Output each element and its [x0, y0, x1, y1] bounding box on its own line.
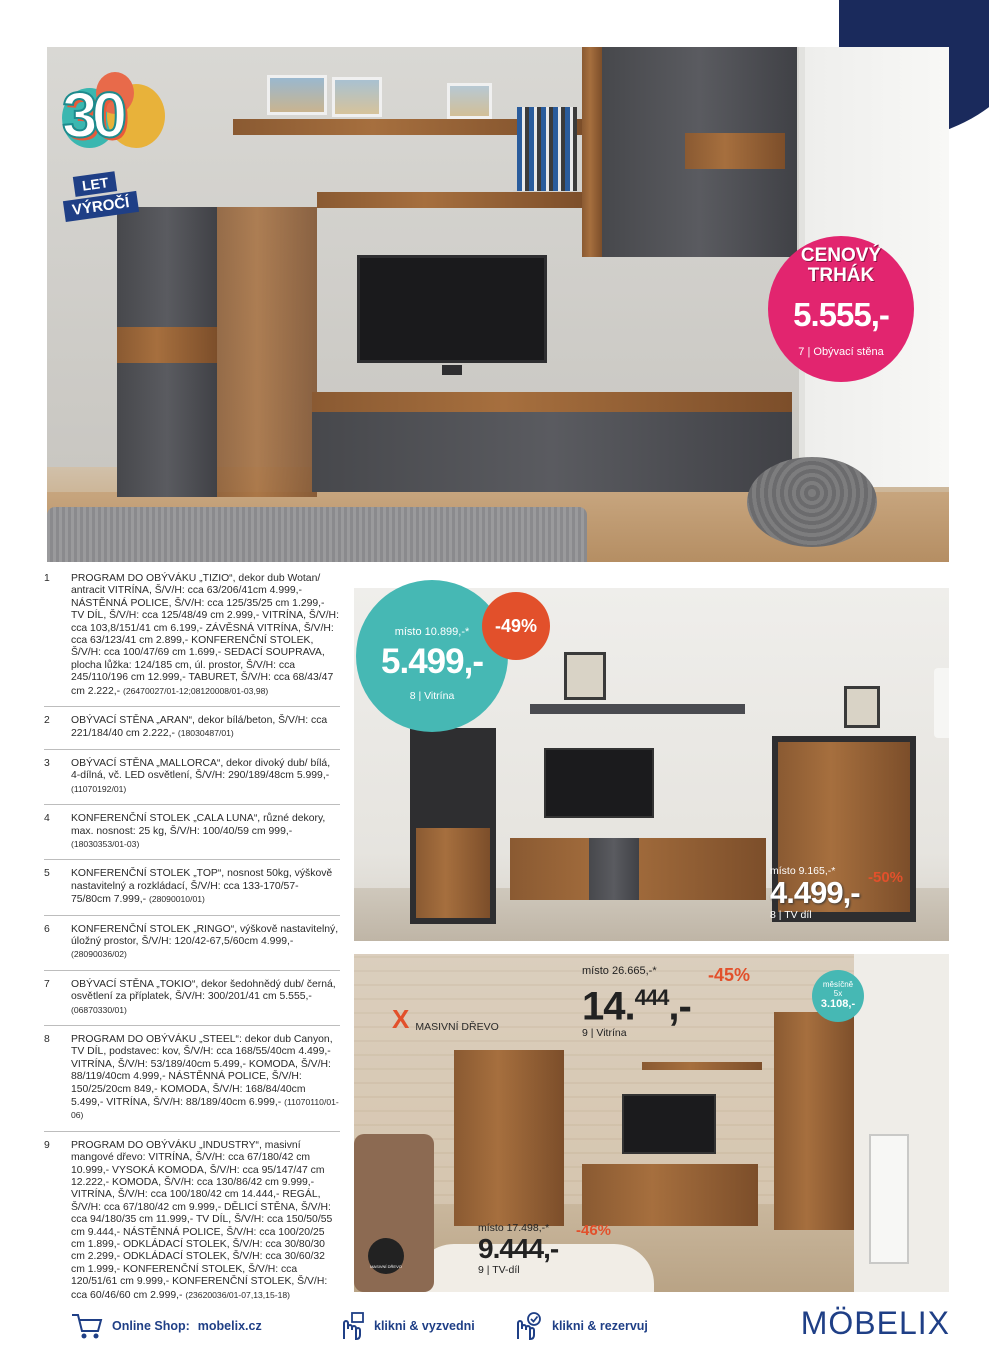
tvdil8-discount: -50%	[868, 869, 904, 886]
vitrina8-price: 5.499,-	[381, 642, 483, 681]
vitrina8-price-badge	[356, 580, 508, 732]
reserve-label: klikni & rezervuj	[552, 1319, 648, 1333]
trhak-caption: 7 | Obývací stěna	[798, 346, 884, 358]
item-text: KONFERENČNÍ STOLEK „RINGO“, výškově nastavitelný, úložný prostor, Š/V/H: 120/42-67,5/60cm 4.999,-	[71, 923, 339, 947]
item-number: 5	[44, 868, 50, 880]
click-hand-icon	[332, 1311, 366, 1341]
vitrina9-price	[582, 977, 782, 1027]
item-number: 6	[44, 923, 50, 935]
item-text: OBÝVACÍ STĚNA „MALLORCA“, dekor divoký dub/ bílá, 4-dílná, vč. LED osvětlení, Š/V/H: 290/189/48cm 5.999,-	[71, 757, 331, 782]
solid-wood-stamp: MASIVNÍ DŘEVO	[368, 1238, 404, 1274]
item-number: 3	[44, 757, 50, 769]
anniversary-let: LET	[73, 171, 118, 197]
list-item	[44, 758, 340, 805]
tvdil9-was-price: místo 17.498,-*	[478, 1222, 550, 1234]
vitrina8-caption: 8 | Vitrína	[409, 690, 455, 702]
solid-wood-text: MASIVNÍ DŘEVO	[415, 1020, 499, 1033]
item-number: 9	[44, 1139, 50, 1151]
item-code: (28090010/01)	[148, 894, 205, 905]
item-code: (11070192/01)	[71, 783, 127, 794]
price-trhak-badge	[768, 236, 914, 382]
online-shop-label: Online Shop:	[112, 1319, 190, 1333]
list-item	[44, 1034, 340, 1132]
online-shop-url: mobelix.cz	[197, 1319, 262, 1333]
online-shop-link[interactable]	[70, 1311, 262, 1341]
vitrina9-price-tail: ,-	[668, 984, 691, 1029]
vitrina8-discount-badge: -49%	[482, 592, 550, 660]
tvdil9-price-block	[478, 1222, 658, 1276]
list-item	[44, 924, 340, 971]
anniversary-badge	[62, 72, 172, 222]
item-code: (18030353/01-03)	[71, 838, 140, 849]
vitrina9-caption: 9 | Vitrína	[582, 1027, 627, 1040]
vitrina9-price-main: 14.	[582, 984, 635, 1029]
vitrina9-discount: -45%	[708, 965, 751, 985]
trhak-price: 5.555,-	[793, 296, 889, 333]
mobelix-logo: MÖBELIX	[800, 1305, 950, 1341]
item-number: 2	[44, 715, 50, 727]
product-list	[44, 573, 340, 1318]
item-number: 7	[44, 978, 50, 990]
vitrina8-was-price: místo 10.899,-*	[394, 626, 470, 638]
item-text: OBÝVACÍ STĚNA „ARAN“, dekor bílá/beton, Š/V/H: cca 221/184/40 cm 2.222,-	[71, 715, 328, 740]
pickup-label: klikni & vyzvedni	[374, 1319, 475, 1333]
item-text: PROGRAM DO OBÝVÁKU „INDUSTRY“, masivní mangové dřevo: VITRÍNA, Š/V/H: cca 67/180/42 cm 10.999,- VYSOKÁ KOMODA, Š/V/H: cca 95/147/47 cm 12.222,- KOMODA, Š/V/H: cca 130/86/42 cm 9.999,- VITRÍNA, Š/V/H: cca 100/180/42 cm 14.444,- REGÁL, Š/V/H: cca 67/180/42 cm 9.999,- DĚLICÍ STĚNA, Š/V/H: cca 94/180/35 cm 11.999,- TV DÍL, Š/V/H: cca 150/50/55 cm 9.444,- NÁSTĚNNÁ POLICE, Š/V/H: cca 100/20/25 cm 1.899,- ODKLÁDACÍ STOLEK, Š/V/H: cca 30/80/30 cm 2.299,- ODKLÁDACÍ STOLEK, Š/V/H: cca 30/60/32 cm 1.999,- KONFERENČNÍ STOLEK, Š/V/H: cca 120/51/61 cm 9.999,- KONFERENČNÍ STOLEK, Š/V/H: cca 60/46/60 cm 2.999,-	[71, 1139, 333, 1301]
item-code: (18030487/01)	[177, 728, 234, 739]
vitrina9-price-block	[582, 965, 782, 1039]
item-code: (26470027/01-12;08120008/01-03,98)	[122, 685, 269, 696]
solid-wood-x-mark: X	[392, 1004, 410, 1034]
footer	[70, 1305, 950, 1345]
vitrina9-was-price: místo 26.665,-*	[582, 965, 657, 977]
list-item	[44, 979, 340, 1026]
tvdil9-discount: -46%	[576, 1222, 612, 1239]
trhak-headline: CENOVÝ TRHÁK	[800, 245, 882, 286]
item-number: 4	[44, 813, 50, 825]
tvdil9-price: 9.444,-	[478, 1233, 559, 1264]
item-text: PROGRAM DO OBÝVÁKU „TIZIO“, dekor dub Wotan/ antracit VITRÍNA, Š/V/H: cca 63/206/41cm 4.999,- NÁSTĚNNÁ POLICE, Š/V/H: cca 125/35/25 cm 1.299,- TV DÍL, Š/V/H: cca 125/48/49 cm 2.999,- VITRÍNA, Š/V/H: cca 103,8/151/41 cm 6.199,- ZÁVĚSNÁ VITRÍNA, Š/V/H: cca 63/123/41 cm 2.899,- KONFERENČNÍ STOLEK, Š/V/H: cca 100/47/69 cm 1.699,- SEDACÍ SOUPRAVA, plocha lůžka: 124/185 cm, úl. prostor, Š/V/H: cca 245/110/196 cm 12.999,- TABURET, Š/V/H: cca 68/43/47 cm 2.222,-	[71, 573, 339, 697]
monthly-label: měsíčně	[822, 980, 854, 989]
item-code: (06870330/01)	[71, 1004, 127, 1015]
anniversary-vyroci: VÝROČÍ	[63, 191, 139, 222]
monthly-installment-badge	[812, 970, 864, 1022]
tvdil8-price-block	[770, 865, 920, 921]
list-item	[44, 573, 340, 707]
anniversary-number: 30	[62, 79, 122, 151]
reserve-hand-icon	[510, 1311, 544, 1341]
item-number: 1	[44, 573, 50, 584]
list-item	[44, 813, 340, 860]
tvdil8-price: 4.499,-	[770, 875, 860, 910]
monthly-amount: 3.108,-	[820, 998, 856, 1010]
list-item	[44, 1140, 340, 1310]
item-text: KONFERENČNÍ STOLEK „TOP“, nosnost 50kg, výškově nastavitelný a rozkládací, Š/V/H: cca 133-170/57- 75/80cm 7.999,-	[71, 868, 333, 906]
tvdil8-was-price: místo 9.165,-*	[770, 865, 836, 877]
item-number: 8	[44, 1033, 50, 1045]
tvdil9-caption: 9 | TV-díl	[478, 1264, 520, 1276]
tvdil8-caption: 8 | TV díl	[770, 909, 812, 921]
solid-wood-label	[392, 1004, 499, 1035]
item-text: KONFERENČNÍ STOLEK „CALA LUNA“, různé dekory, max. nosnost: 25 kg, Š/V/H: 100/40/59 cm 999,-	[71, 813, 326, 837]
vitrina9-price-cents: 444	[634, 985, 669, 1010]
shopping-cart-icon	[70, 1311, 104, 1341]
item-code: (28090036/02)	[71, 949, 127, 960]
item-code: (23620036/01-07,13,15-18)	[185, 1289, 291, 1300]
click-and-reserve-link[interactable]	[510, 1311, 648, 1341]
item-text: OBÝVACÍ STĚNA „TOKIO“, dekor šedohnědý dub/ černá, osvětlení za příplatek, Š/V/H: 300/201/41 cm 5.555,-	[71, 978, 336, 1003]
monthly-count: 5x	[833, 989, 843, 998]
item-code: (11070110/01-06)	[71, 1097, 339, 1121]
list-item	[44, 715, 340, 750]
list-item	[44, 868, 340, 915]
click-and-collect-link[interactable]	[332, 1311, 475, 1341]
item-text: PROGRAM DO OBÝVÁKU „STEEL“: dekor dub Canyon, TV DÍL, podstavec: kov, Š/V/H: cca 168/55/40cm 4.499,- VITRÍNA, Š/V/H: 53/189/40cm 5.499,- KOMODA, Š/V/H: 88/119/40cm 4.999,- NÁSTĚNNÁ POLICE, Š/V/H: 150/25/20cm 849,- KOMODA, Š/V/H: 168/84/40cm 5.499,- VITRÍNA, Š/V/H: 88/189/40cm 6.999,-	[71, 1033, 333, 1108]
